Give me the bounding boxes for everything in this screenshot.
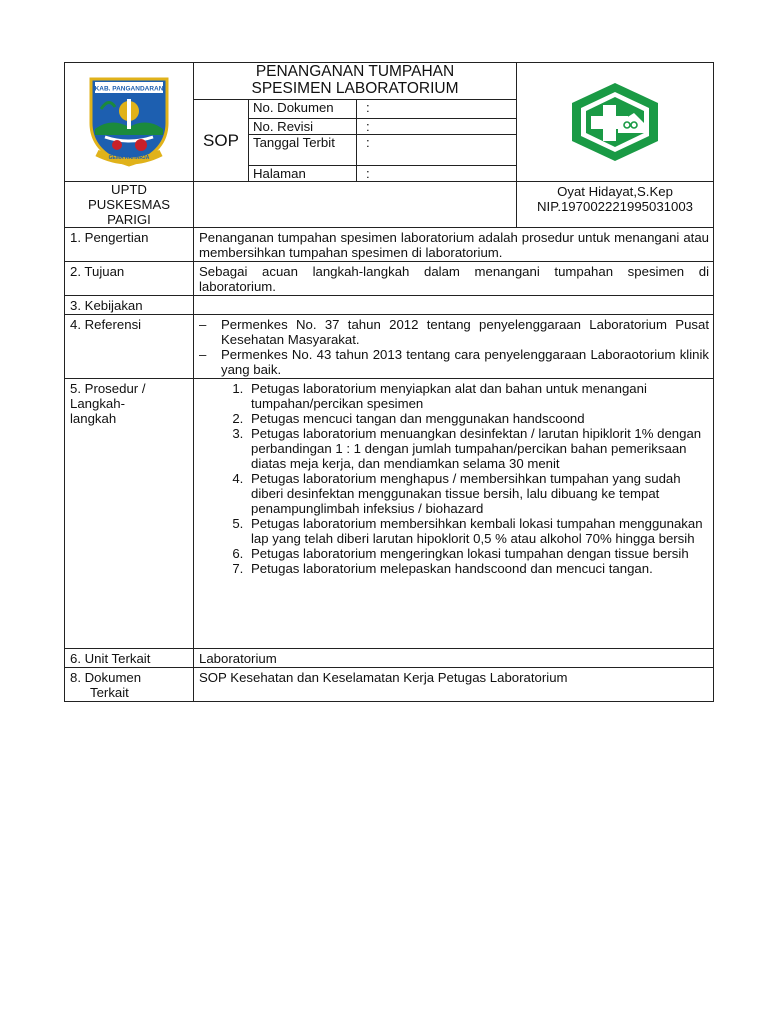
signer-name: Oyat Hidayat,S.Kep [557, 184, 673, 199]
meta-label-halaman: Halaman [249, 166, 357, 182]
unit-line-1: UPTD [111, 182, 147, 197]
district-logo-cell [65, 63, 194, 182]
unit-line-3: PARIGI [107, 212, 151, 227]
row-label-pengertian: 1. Pengertian [65, 228, 194, 262]
list-item: 4. Petugas laboratorium menghapus / membersihkan tumpahan yang sudah diberi desinfektan menggunakan tissue bersih, lalu dibuang ke tempat penampunglimbah infeksius / biohazard [247, 471, 709, 516]
list-item: 1. Petugas laboratorium menyiapkan alat dan bahan untuk menangani tumpahan/percikan spesimen [247, 381, 709, 411]
row-text-pengertian: Penanganan tumpahan spesimen laboratorium adalah prosedur untuk menangani atau membersihkan tumpahan spesimen di laboratorium. [194, 228, 714, 262]
unit-name [65, 182, 194, 228]
row-label-kebijakan: 3. Kebijakan [65, 296, 194, 315]
sop-label: SOP [194, 100, 249, 182]
row-label-referensi: 4. Referensi [65, 315, 194, 379]
puskesmas-logo-icon [558, 77, 672, 165]
meta-value-tanggal-terbit: : [357, 135, 517, 166]
row-text-unit-terkait: Laboratorium [194, 649, 714, 668]
list-item: 7. Petugas laboratorium melepaskan handscoond dan mencuci tangan. [247, 561, 709, 576]
row-text-tujuan: Sebagai acuan langkah-langkah dalam menangani tumpahan spesimen di laboratorium. [194, 262, 714, 296]
meta-value-halaman: : [357, 166, 517, 182]
meta-label-no-dokumen: No. Dokumen [249, 100, 357, 119]
row-label-unit-terkait: 6. Unit Terkait [65, 649, 194, 668]
row-text-kebijakan [194, 296, 714, 315]
document-title [194, 63, 517, 100]
sop-document [64, 62, 713, 702]
unit-blank-cell [194, 182, 517, 228]
list-item: 5. Petugas laboratorium membersihkan kembali lokasi tumpahan menggunakan lap yang telah diberi larutan hipoklorit 0,5 % atau alkohol 70% hingga bersih [247, 516, 709, 546]
row-text-referensi [194, 315, 714, 379]
meta-value-no-revisi: : [357, 119, 517, 135]
meta-value-no-dokumen: : [357, 100, 517, 119]
title-line-2: SPESIMEN LABORATORIUM [251, 79, 459, 97]
meta-label-no-revisi: No. Revisi [249, 119, 357, 135]
row-label-prosedur: 5. Prosedur / Langkah- langkah [65, 379, 194, 649]
list-item: – Permenkes No. 37 tahun 2012 tentang penyelenggaraan Laboratorium Pusat Kesehatan Masyarakat. [199, 317, 710, 347]
district-emblem-icon [81, 73, 177, 169]
list-item: 6. Petugas laboratorium mengeringkan lokasi tumpahan dengan tissue bersih [247, 546, 709, 561]
row-text-prosedur [194, 379, 714, 649]
list-item: – Permenkes No. 43 tahun 2013 tentang cara penyelenggaraan Laboraotorium klinik yang baik. [199, 347, 710, 377]
svg-text:KAB. PANGANDARAN: KAB. PANGANDARAN [94, 85, 164, 92]
title-line-1: PENANGANAN TUMPAHAN [255, 63, 455, 80]
signer-nip: NIP.197002221995031003 [537, 199, 693, 214]
row-text-dokumen-terkait: SOP Kesehatan dan Keselamatan Kerja Petugas Laboratorium [194, 668, 714, 702]
prosedur-steps [199, 381, 709, 576]
sop-table [64, 62, 714, 702]
referensi-list [199, 317, 709, 377]
meta-label-tanggal-terbit: Tanggal Terbit [249, 135, 357, 166]
row-label-dokumen-terkait: 8. Dokumen Terkait [65, 668, 194, 702]
puskesmas-logo-cell [517, 63, 714, 182]
svg-text:GEMA RAHARJA: GEMA RAHARJA [108, 154, 150, 161]
unit-line-2: PUSKESMAS [87, 197, 171, 212]
list-item: 3. Petugas laboratorium menuangkan desinfektan / larutan hipiklorit 1% dengan perbandingan 1 : 1 dengan jumlah tumpahan/percikan bahan pemeriksaan diatas meja kerja, dan mendiamkan selama 30 menit [247, 426, 709, 471]
signer-block [517, 182, 714, 228]
list-item: 2. Petugas mencuci tangan dan menggunakan handscoond [247, 411, 709, 426]
row-label-tujuan: 2. Tujuan [65, 262, 194, 296]
